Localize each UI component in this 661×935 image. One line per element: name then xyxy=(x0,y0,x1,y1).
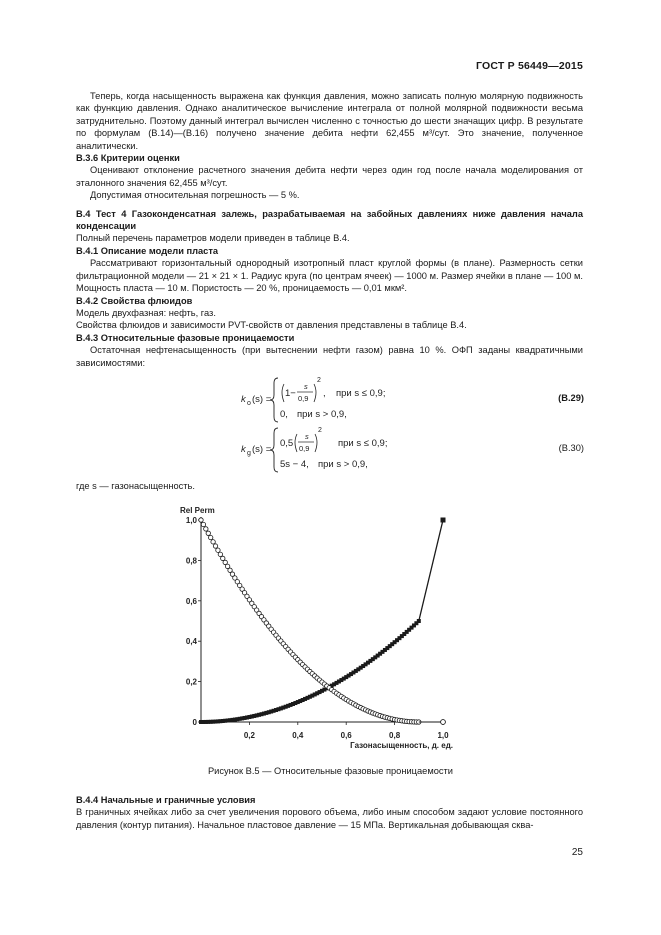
heading-b43: В.4.3 Относительные фазовые проницаемости xyxy=(76,332,295,343)
eq2-cond1: при s ≤ 0,9; xyxy=(338,438,388,449)
eq1-arg: (s) = xyxy=(252,394,272,405)
eq1-one-minus: 1− xyxy=(285,388,296,399)
where-text: где s — газонасыщенность. xyxy=(76,481,195,491)
eq1-exp: 2 xyxy=(317,377,321,384)
heading-b36: В.3.6 Критерии оценки xyxy=(76,153,180,164)
x-tick-label: 0,8 xyxy=(389,731,401,740)
eq1-sub: o xyxy=(247,400,251,407)
eq2-exp: 2 xyxy=(318,427,322,434)
heading-b44: В.4.4 Начальные и граничные условия xyxy=(76,795,256,805)
ko-point xyxy=(199,518,203,522)
eq-number-b29: (В.29) xyxy=(558,393,584,403)
eq1-zero: 0, xyxy=(280,409,288,420)
eq1-cond2: при s > 0,9, xyxy=(297,409,347,420)
heading-b4: В.4 Тест 4 Газоконденсатная залежь, разрабатываемая на забойных давлениях ниже давления начала конденсации xyxy=(76,208,583,232)
heading-b41: В.4.1 Описание модели пласта xyxy=(76,245,219,256)
ko-point xyxy=(218,552,222,556)
eq2-coef: 0,5 xyxy=(280,438,294,449)
eq2-k: k xyxy=(241,444,246,455)
ko-point xyxy=(221,556,225,560)
eq1-frac-den: 0,9 xyxy=(298,394,309,403)
paragraph-9: В граничных ячейках либо за счет увеличения порового объема, либо иным способом задают условие постоянного давления (контур питания). Начальное пластовое давление — 15 МПа. Вертикальная добывающая сква- xyxy=(76,807,583,830)
y-tick-label: 0,6 xyxy=(185,596,197,606)
paragraph-2: Оценивают отклонение расчетного значения дебита нефти через один год после начала моделирования от эталонного значения 62,455 м³/сут. xyxy=(76,165,583,188)
paragraph-7: Свойства флюидов и зависимости PVT-свойств от давления представлены в таблице В.4. xyxy=(76,320,467,331)
y-tick-label: 1,0 xyxy=(185,516,197,525)
paragraph-8: Остаточная нефтенасыщенность (при вытеснении нефти газом) равна 10 %. ОФП заданы квадратичными зависимостями: xyxy=(76,345,583,368)
standard-header: ГОСТ Р 56449—2015 xyxy=(475,60,583,72)
paragraph-5: Рассматривают горизонтальный однородный изотропный пласт круглой формы (в плане). Размерность сетки фильтрационной модели — 21 × 21 × 1. Радиус круга (по центрам ячеек) — 1000 м. Размер ячейки в плане — 100 м. Мощность пласта — 10 м. Пористость — 20 %, проницаемость — 0,01 мкм². xyxy=(76,258,583,294)
paragraph-3: Допустимая относительная погрешность — 5 %. xyxy=(90,190,300,201)
ko-point xyxy=(201,522,205,526)
heading-b42: В.4.2 Свойства флюидов xyxy=(76,295,193,306)
x-tick-label: 0,2 xyxy=(243,731,255,740)
y-tick-label: 0 xyxy=(192,718,197,727)
ko-point xyxy=(208,535,212,539)
eq1-comma: , xyxy=(323,388,326,399)
paragraph-6: Модель двухфазная: нефть, газ. xyxy=(76,307,216,318)
eq2-frac-num: s xyxy=(305,432,309,441)
paragraph-1: Теперь, когда насыщенность выражена как функция давления, можно записать полную молярную подвижность как функцию давления. Однако аналитическое вычисление интеграла от полной молярной подвижности весьма затруднительно. Поэтому данный интеграл вычислен численно с точностью до шести значащих цифр. В результате по формулам (В.14)—(В.16) получено значение дебита нефти 62,455 м³/сут. Это значение, полученное аналитически. xyxy=(76,91,583,151)
eq2-arg: (s) = xyxy=(252,444,272,455)
x-tick-label: 0,6 xyxy=(340,731,352,740)
x-tick-label: 1,0 xyxy=(437,731,449,740)
figure-caption: Рисунок В.5 — Относительные фазовые проницаемости xyxy=(207,766,453,776)
eq2-lin: 5s − 4, xyxy=(280,459,309,470)
page-number: 25 xyxy=(571,847,583,858)
eq1-k: k xyxy=(241,394,246,405)
y-tick-label: 0,8 xyxy=(185,556,197,566)
ko-point xyxy=(216,548,220,552)
paragraph-4: Полный перечень параметров модели приведен в таблице В.4. xyxy=(76,233,350,244)
eq2-cond2: при s > 0,9, xyxy=(318,459,368,470)
y-tick-label: 0,4 xyxy=(185,637,197,647)
eq2-frac-den: 0,9 xyxy=(299,444,310,453)
ko-point xyxy=(441,720,446,725)
ko-point xyxy=(204,527,208,531)
eq-number-b30: (В.30) xyxy=(558,443,584,453)
x-tick-label: 0,4 xyxy=(292,731,304,740)
eq1-cond1: при s ≤ 0,9; xyxy=(336,388,386,399)
chart-title: Rel Perm xyxy=(180,506,215,515)
ko-point xyxy=(213,544,217,548)
kg-segment xyxy=(419,520,443,621)
y-tick-label: 0,2 xyxy=(185,677,197,687)
text-block-bottom xyxy=(76,794,583,831)
eq1-frac-num: s xyxy=(304,382,308,391)
x-axis-label: Газонасыщенность, д. ед. xyxy=(350,741,453,750)
eq2-sub: g xyxy=(247,450,251,457)
ko-point xyxy=(206,531,210,535)
ko-point xyxy=(211,540,215,544)
kg-point xyxy=(441,518,446,523)
